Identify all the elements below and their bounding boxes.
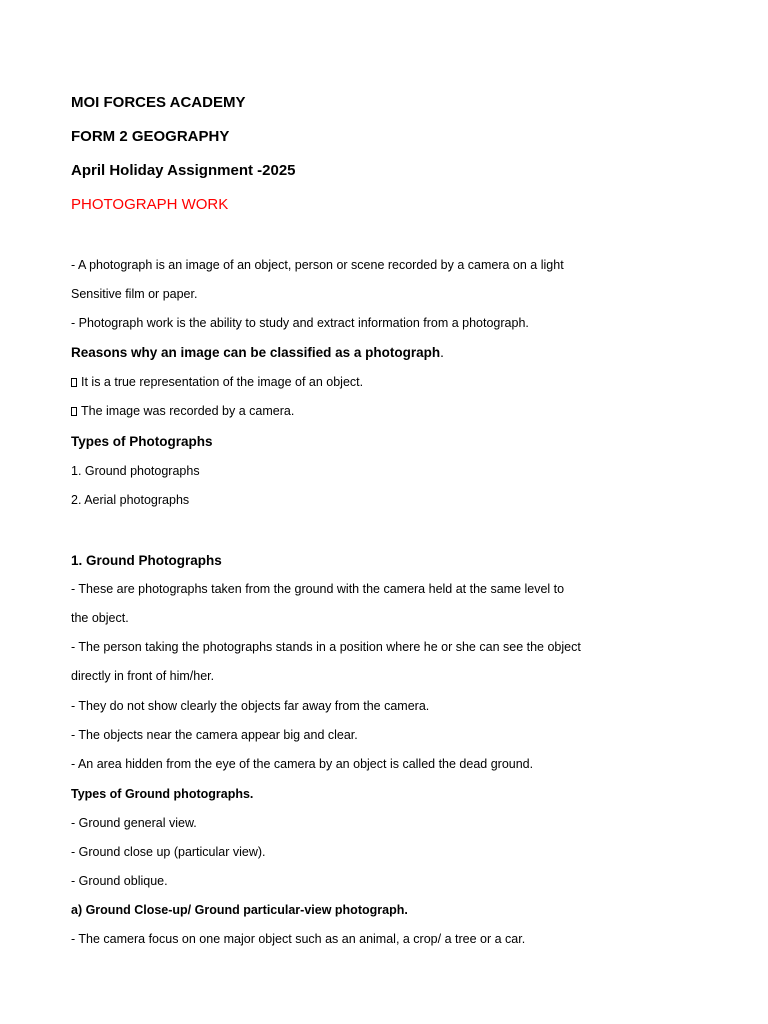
form-title: FORM 2 GEOGRAPHY [71, 128, 230, 145]
ground-line-7: - An area hidden from the eye of the camera by an object is called the dead ground. [71, 757, 534, 771]
types-item-2: 2. Aerial photographs [71, 493, 190, 507]
ground-heading: 1. Ground Photographs [71, 553, 222, 568]
ground-type-3: - Ground oblique. [71, 874, 168, 888]
ground-type-2: - Ground close up (particular view). [71, 845, 266, 859]
missing-glyph-icon [71, 378, 77, 387]
assignment-title: April Holiday Assignment -2025 [71, 162, 296, 179]
types-heading: Types of Photographs [71, 434, 213, 449]
reason-item-1-text: It is a true representation of the image of an object. [81, 375, 364, 389]
reason-item-1 [71, 375, 363, 389]
reason-item-2 [71, 404, 294, 418]
ground-line-3: - The person taking the photographs stands in a position where he or she can see the object [71, 640, 581, 654]
ground-line-6: - The objects near the camera appear big and clear. [71, 728, 358, 742]
ground-line-1: - These are photographs taken from the ground with the camera held at the same level to [71, 582, 565, 596]
ground-types-heading: Types of Ground photographs. [71, 787, 254, 801]
ground-line-2: the object. [71, 611, 129, 625]
ground-type-1: - Ground general view. [71, 816, 197, 830]
section-title: PHOTOGRAPH WORK [71, 196, 229, 213]
reasons-heading [71, 345, 444, 360]
intro-line-2: Sensitive film or paper. [71, 287, 198, 301]
ground-line-5: - They do not show clearly the objects far away from the camera. [71, 699, 430, 713]
school-name: MOI FORCES ACADEMY [71, 94, 246, 111]
closeup-heading: a) Ground Close-up/ Ground particular-view photograph. [71, 903, 408, 917]
closeup-line-1: - The camera focus on one major object such as an animal, a crop/ a tree or a car. [71, 932, 526, 946]
intro-line-1: - A photograph is an image of an object, person or scene recorded by a camera on a light [71, 258, 564, 272]
intro-line-3: - Photograph work is the ability to study and extract information from a photograph. [71, 316, 529, 330]
types-item-1: 1. Ground photographs [71, 464, 200, 478]
ground-line-4: directly in front of him/her. [71, 669, 215, 683]
missing-glyph-icon [71, 407, 77, 416]
reasons-heading-text: Reasons why an image can be classified as a photograph [71, 345, 441, 360]
reasons-heading-period: . [440, 345, 444, 360]
reason-item-2-text: The image was recorded by a camera. [81, 404, 295, 418]
